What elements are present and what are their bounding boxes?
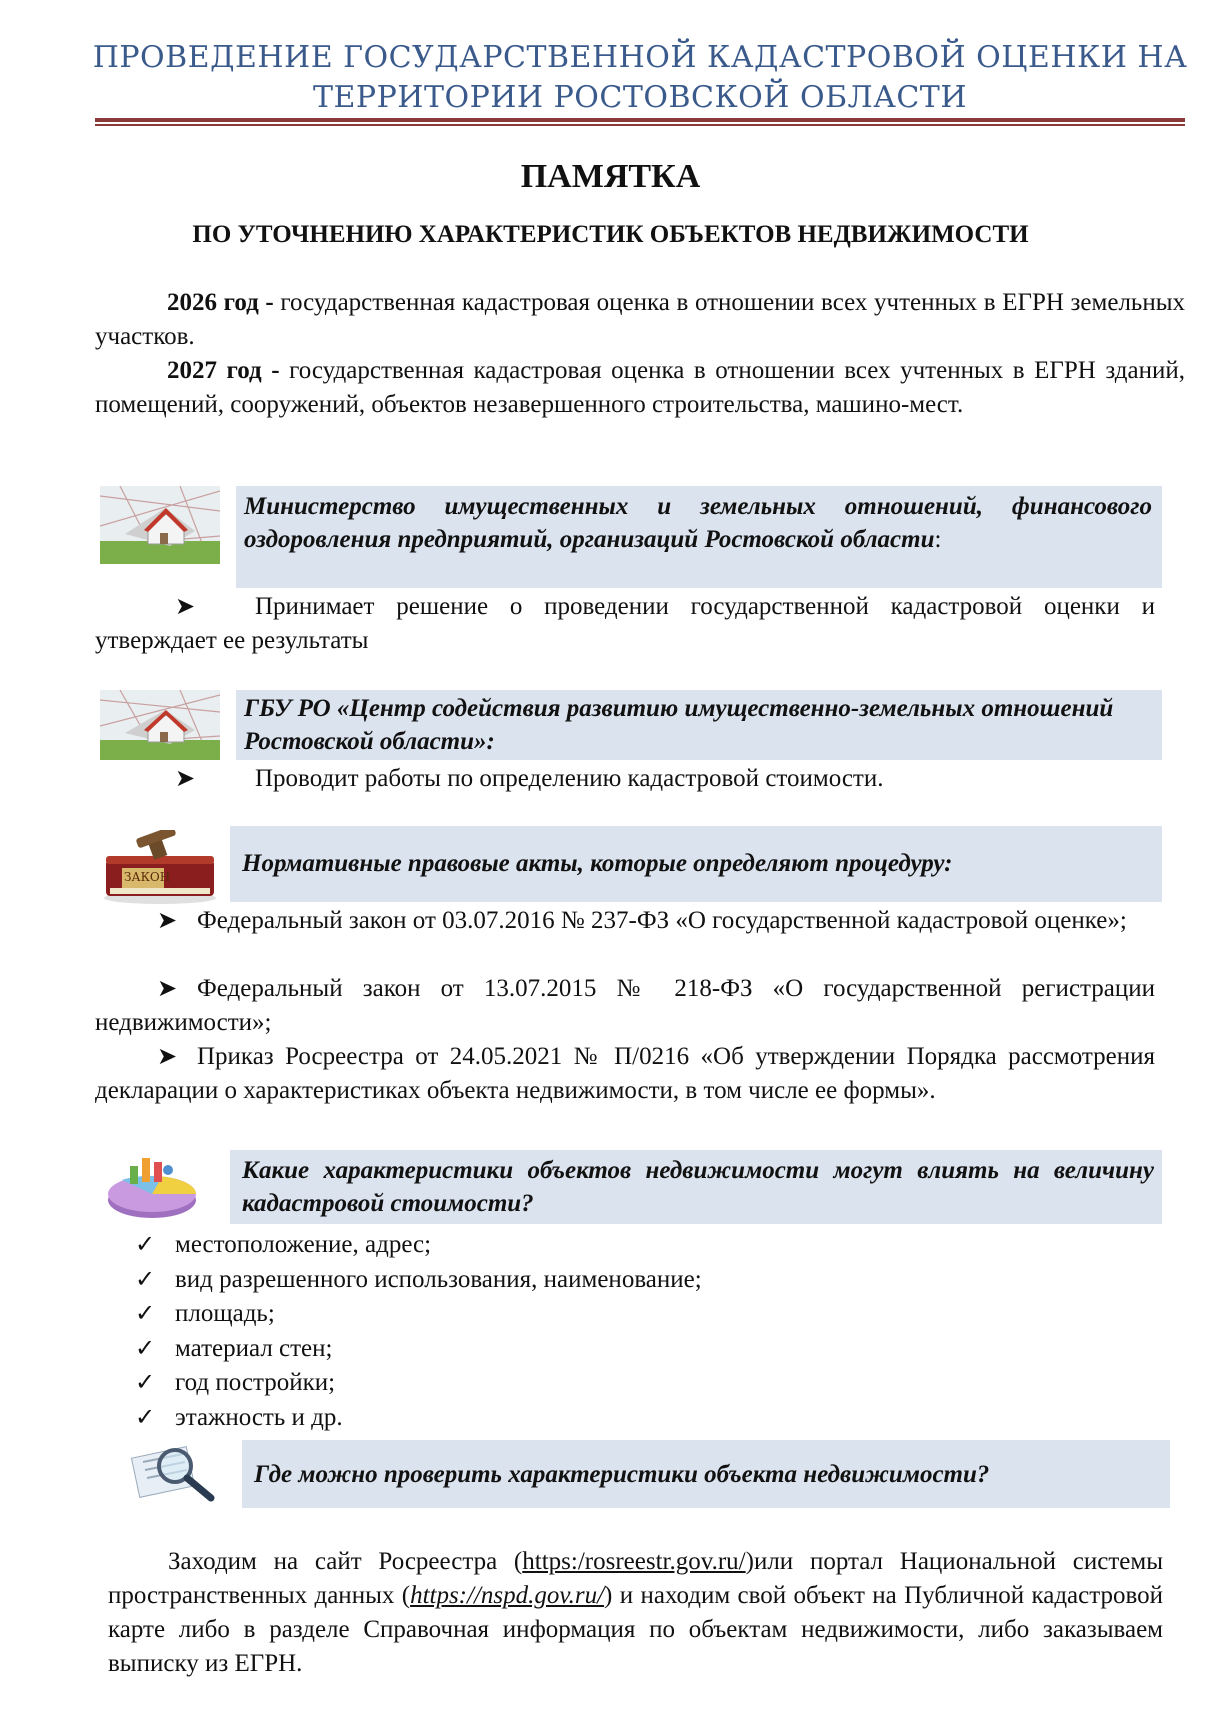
- law-item: [95, 972, 1155, 1040]
- ministry-heading: [244, 490, 1152, 556]
- checkmark-icon: ✓: [135, 1232, 156, 1258]
- law-book-label: ЗАКОН: [124, 870, 171, 884]
- pie-chart-icon: [102, 1148, 202, 1224]
- list-item: [135, 1297, 1135, 1332]
- arrow-bullet-icon: ➤: [175, 594, 196, 620]
- document-header: [90, 38, 1190, 118]
- gbu-heading: ГБУ РО «Центр содействия развитию имущественно-земельных отношений Ростовской области»:: [244, 695, 1114, 755]
- list-item: [135, 1401, 1135, 1436]
- characteristics-list: [135, 1228, 1135, 1435]
- house-map-icon: [100, 486, 220, 564]
- list-item-text: вид разрешенного использования, наименование;: [175, 1265, 702, 1293]
- arrow-bullet-icon: ➤: [157, 1044, 178, 1070]
- check-text-3: ) и находим свой объект на Публичной кадастровой карте либо в разделе Справочная информация по объектам недвижимости, либо заказываем выписку из ЕГРН.: [108, 1582, 1163, 1677]
- header-line-1: ПРОВЕДЕНИЕ ГОСУДАРСТВЕННОЙ КАДАСТРОВОЙ ОЦЕНКИ НА: [92, 40, 1188, 75]
- arrow-bullet-icon: ➤: [175, 766, 196, 792]
- list-item: [135, 1228, 1135, 1263]
- ministry-heading-colon: :: [934, 526, 942, 553]
- ministry-item: [95, 590, 1155, 658]
- checkmark-icon: ✓: [135, 1301, 156, 1327]
- house-map-icon: [100, 690, 220, 760]
- intro-paragraph-2027: [95, 354, 1185, 422]
- law-item: [95, 904, 1155, 938]
- list-item-text: площадь;: [175, 1300, 275, 1327]
- header-rule-thin: [95, 124, 1185, 126]
- list-item-text: местоположение, адрес;: [175, 1231, 432, 1258]
- check-paragraph: [108, 1545, 1163, 1681]
- gbu-item-text: Проводит работы по определению кадастровой стоимости.: [255, 765, 884, 792]
- law-item-text: Федеральный закон от 13.07.2015 № 218-ФЗ «О государственной регистрации недвижимости»;: [95, 975, 1155, 1036]
- year-2026: 2026 год -: [167, 289, 274, 316]
- list-item: [135, 1263, 1135, 1298]
- magnifier-document-icon: [125, 1440, 220, 1504]
- check-text-1: Заходим на сайт Росреестра (: [168, 1548, 523, 1575]
- arrow-bullet-icon: ➤: [157, 976, 178, 1002]
- checkmark-icon: ✓: [135, 1404, 156, 1431]
- intro-text-2027: государственная кадастровая оценка в отношении всех учтенных в ЕГРН зданий, помещений, сооружений, объектов незавершенного строительства, машино-мест.: [95, 357, 1185, 418]
- checkmark-icon: ✓: [135, 1370, 156, 1396]
- rosreestr-link[interactable]: https:/rosreestr.gov.ru/: [522, 1548, 746, 1575]
- page-subtitle: ПО УТОЧНЕНИЮ ХАРАКТЕРИСТИК ОБЪЕКТОВ НЕДВИЖИМОСТИ: [192, 221, 1029, 248]
- gbu-item: [95, 762, 1155, 796]
- nspd-link[interactable]: https://nspd.gov.ru/: [410, 1582, 605, 1609]
- arrow-bullet-icon: ➤: [157, 908, 178, 934]
- law-book-icon: [100, 830, 220, 905]
- law-heading: Нормативные правовые акты, которые определяют процедуру:: [242, 850, 953, 877]
- list-item-text: этажность и др.: [175, 1403, 343, 1431]
- ministry-heading-text: Министерство имущественных и земельных отношений, финансового оздоровления предприятий, организаций Ростовской области: [244, 493, 1152, 553]
- characteristics-heading: Какие характеристики объектов недвижимости могут влиять на величину кадастровой стоимости?: [242, 1157, 1154, 1217]
- law-item: [95, 1040, 1155, 1108]
- checkmark-icon: ✓: [135, 1266, 156, 1293]
- header-rule-thick: [95, 118, 1185, 122]
- check-heading: Где можно проверить характеристики объекта недвижимости?: [254, 1461, 990, 1488]
- year-2027: 2027 год -: [167, 357, 280, 384]
- law-item-text: Приказ Росреестра от 24.05.2021 № П/0216 «Об утверждении Порядка рассмотрения декларации о характеристиках объекта недвижимости, в том числе ее формы».: [95, 1043, 1155, 1104]
- list-item: [135, 1366, 1135, 1401]
- intro-paragraph-2026: [95, 286, 1185, 354]
- list-item-text: год постройки;: [175, 1369, 336, 1396]
- intro-text-2026: государственная кадастровая оценка в отношении всех учтенных в ЕГРН земельных участков.: [95, 289, 1185, 350]
- law-item-text: Федеральный закон от 03.07.2016 № 237-ФЗ «О государственной кадастровой оценке»;: [197, 907, 1127, 934]
- checkmark-icon: ✓: [135, 1335, 156, 1362]
- list-item-text: материал стен;: [175, 1334, 333, 1362]
- list-item: [135, 1332, 1135, 1367]
- page-title: ПАМЯТКА: [520, 158, 701, 195]
- ministry-item-text: Принимает решение о проведении государственной кадастровой оценки и утверждает ее результаты: [95, 593, 1155, 654]
- header-line-2: ТЕРРИТОРИИ РОСТОВСКОЙ ОБЛАСТИ: [313, 80, 967, 115]
- check-text-2: )или портал Национальной системы пространственных данных (: [108, 1548, 1163, 1609]
